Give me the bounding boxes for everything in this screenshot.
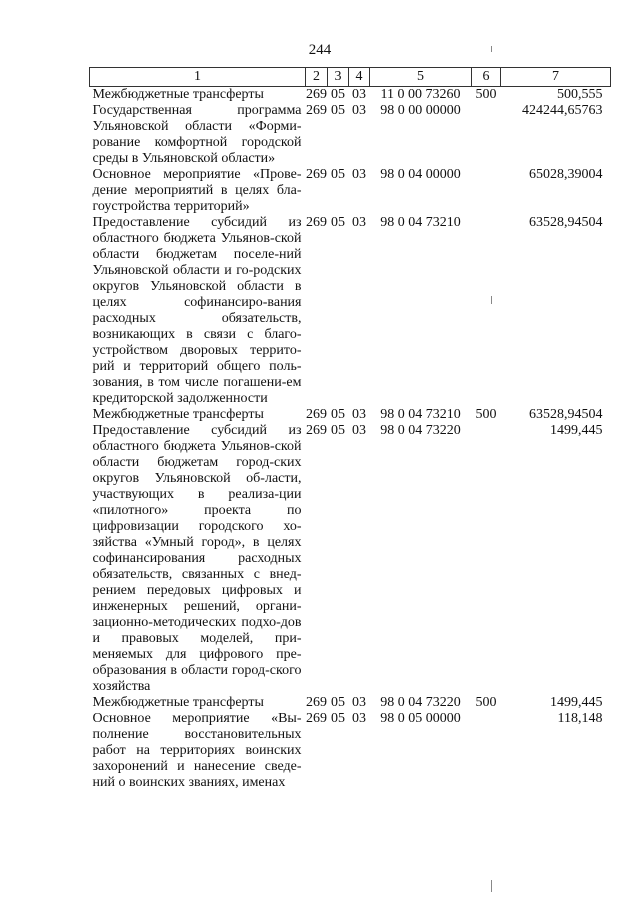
- row-name: Межбюджетные трансферты: [92, 695, 264, 710]
- row-ministry-code: 269: [306, 711, 327, 726]
- budget-table: [89, 67, 611, 791]
- table-row: [90, 423, 611, 695]
- row-subsection-code: 03: [352, 407, 366, 422]
- row-expense-type: [472, 167, 501, 215]
- table-row: [90, 695, 611, 711]
- row-target-code: 98 0 04 00000: [380, 167, 461, 182]
- row-name: Предоставление субсидий из областного бюджета Ульянов-ской области бюджетам поселе-ний Ульяновской области и го-родских округов Ульяновской области в целях софинансиро-вания расходных обязательств, возникающих в связи с благо-устройством дворовых террито-рий и территорий общего поль-зования, в том числе погашени-ем кредиторской задолженности: [92, 215, 302, 406]
- row-section-code: 05: [331, 695, 345, 710]
- row-target-code: 98 0 04 73210: [380, 407, 461, 422]
- row-target-code: 98 0 04 73210: [380, 215, 461, 230]
- row-expense-type: 500: [475, 695, 497, 710]
- table-row: [90, 87, 611, 104]
- table-row: [90, 167, 611, 215]
- row-subsection-code: 03: [352, 423, 366, 438]
- row-name: Государственная программа Ульяновской области «Форми-рование комфортной городской среды в Ульяновской области»: [92, 103, 302, 166]
- row-section-code: 05: [331, 87, 345, 102]
- header-col-1: 1: [90, 68, 306, 87]
- row-section-code: 05: [331, 711, 345, 726]
- row-target-code: 98 0 00 00000: [380, 103, 461, 118]
- row-name: Межбюджетные трансферты: [92, 87, 264, 102]
- page-number: 244: [308, 42, 332, 58]
- header-col-3: 3: [328, 68, 349, 87]
- row-section-code: 05: [331, 167, 345, 182]
- row-ministry-code: 269: [306, 103, 327, 118]
- row-ministry-code: 269: [306, 87, 327, 102]
- row-amount: 424244,65763: [522, 103, 603, 118]
- table-header-row: [90, 68, 611, 87]
- row-section-code: 05: [331, 423, 345, 438]
- header-col-7: 7: [501, 68, 611, 87]
- row-target-code: 98 0 04 73220: [380, 423, 461, 438]
- row-section-code: 05: [331, 215, 345, 230]
- row-name: Предоставление субсидий из областного бюджета Ульянов-ской области бюджетам город-ских округов Ульяновской об-ласти, участвующих в реализа-ции «пилотного» проекта по цифровизации городского хо-зяйства «Умный город», в целях софинансирования расходных обязательств, связанных с внед-рением передовых цифровых и инженерных решений, органи-зационно-методических подхо-дов и правовых моделей, при-меняемых для цифрового пре-образования в области город-ского хозяйства: [92, 423, 302, 694]
- scan-margin-mark: [491, 880, 492, 892]
- row-amount: 500,555: [557, 87, 603, 102]
- header-col-4: 4: [349, 68, 370, 87]
- row-amount: 63528,94504: [529, 215, 603, 230]
- row-name: Межбюджетные трансферты: [92, 407, 264, 422]
- row-section-code: 05: [331, 407, 345, 422]
- row-expense-type: [472, 711, 501, 791]
- table-row: [90, 711, 611, 791]
- row-target-code: 98 0 04 73220: [380, 695, 461, 710]
- row-expense-type: [472, 423, 501, 695]
- row-subsection-code: 03: [352, 711, 366, 726]
- scan-margin-mark: [491, 46, 492, 52]
- row-subsection-code: 03: [352, 103, 366, 118]
- row-section-code: 05: [331, 103, 345, 118]
- row-name: Основное мероприятие «Вы-полнение восстановительных работ на территориях воинских захоронений и нанесение сведе-ний о воинских званиях, именах: [92, 711, 302, 790]
- row-expense-type: [472, 215, 501, 407]
- row-ministry-code: 269: [306, 407, 327, 422]
- row-expense-type: [472, 103, 501, 167]
- row-expense-type: 500: [475, 407, 497, 422]
- row-subsection-code: 03: [352, 167, 366, 182]
- header-col-2: 2: [306, 68, 328, 87]
- row-target-code: 98 0 05 00000: [380, 711, 461, 726]
- table-row: [90, 407, 611, 423]
- row-amount: 118,148: [557, 711, 603, 726]
- row-ministry-code: 269: [306, 695, 327, 710]
- row-name: Основное мероприятие «Прове-дение мероприятий в целях бла-гоустройства территорий»: [92, 167, 302, 214]
- header-col-5: 5: [370, 68, 472, 87]
- row-target-code: 11 0 00 73260: [380, 87, 461, 102]
- scan-margin-mark: [491, 296, 492, 304]
- row-ministry-code: 269: [306, 167, 327, 182]
- header-col-6: 6: [472, 68, 501, 87]
- table-row: [90, 103, 611, 167]
- row-ministry-code: 269: [306, 423, 327, 438]
- table-row: [90, 215, 611, 407]
- row-amount: 63528,94504: [529, 407, 603, 422]
- row-subsection-code: 03: [352, 695, 366, 710]
- row-expense-type: 500: [475, 87, 497, 102]
- row-amount: 65028,39004: [529, 167, 603, 182]
- row-amount: 1499,445: [550, 695, 603, 710]
- row-subsection-code: 03: [352, 215, 366, 230]
- row-amount: 1499,445: [550, 423, 603, 438]
- row-subsection-code: 03: [352, 87, 366, 102]
- row-ministry-code: 269: [306, 215, 327, 230]
